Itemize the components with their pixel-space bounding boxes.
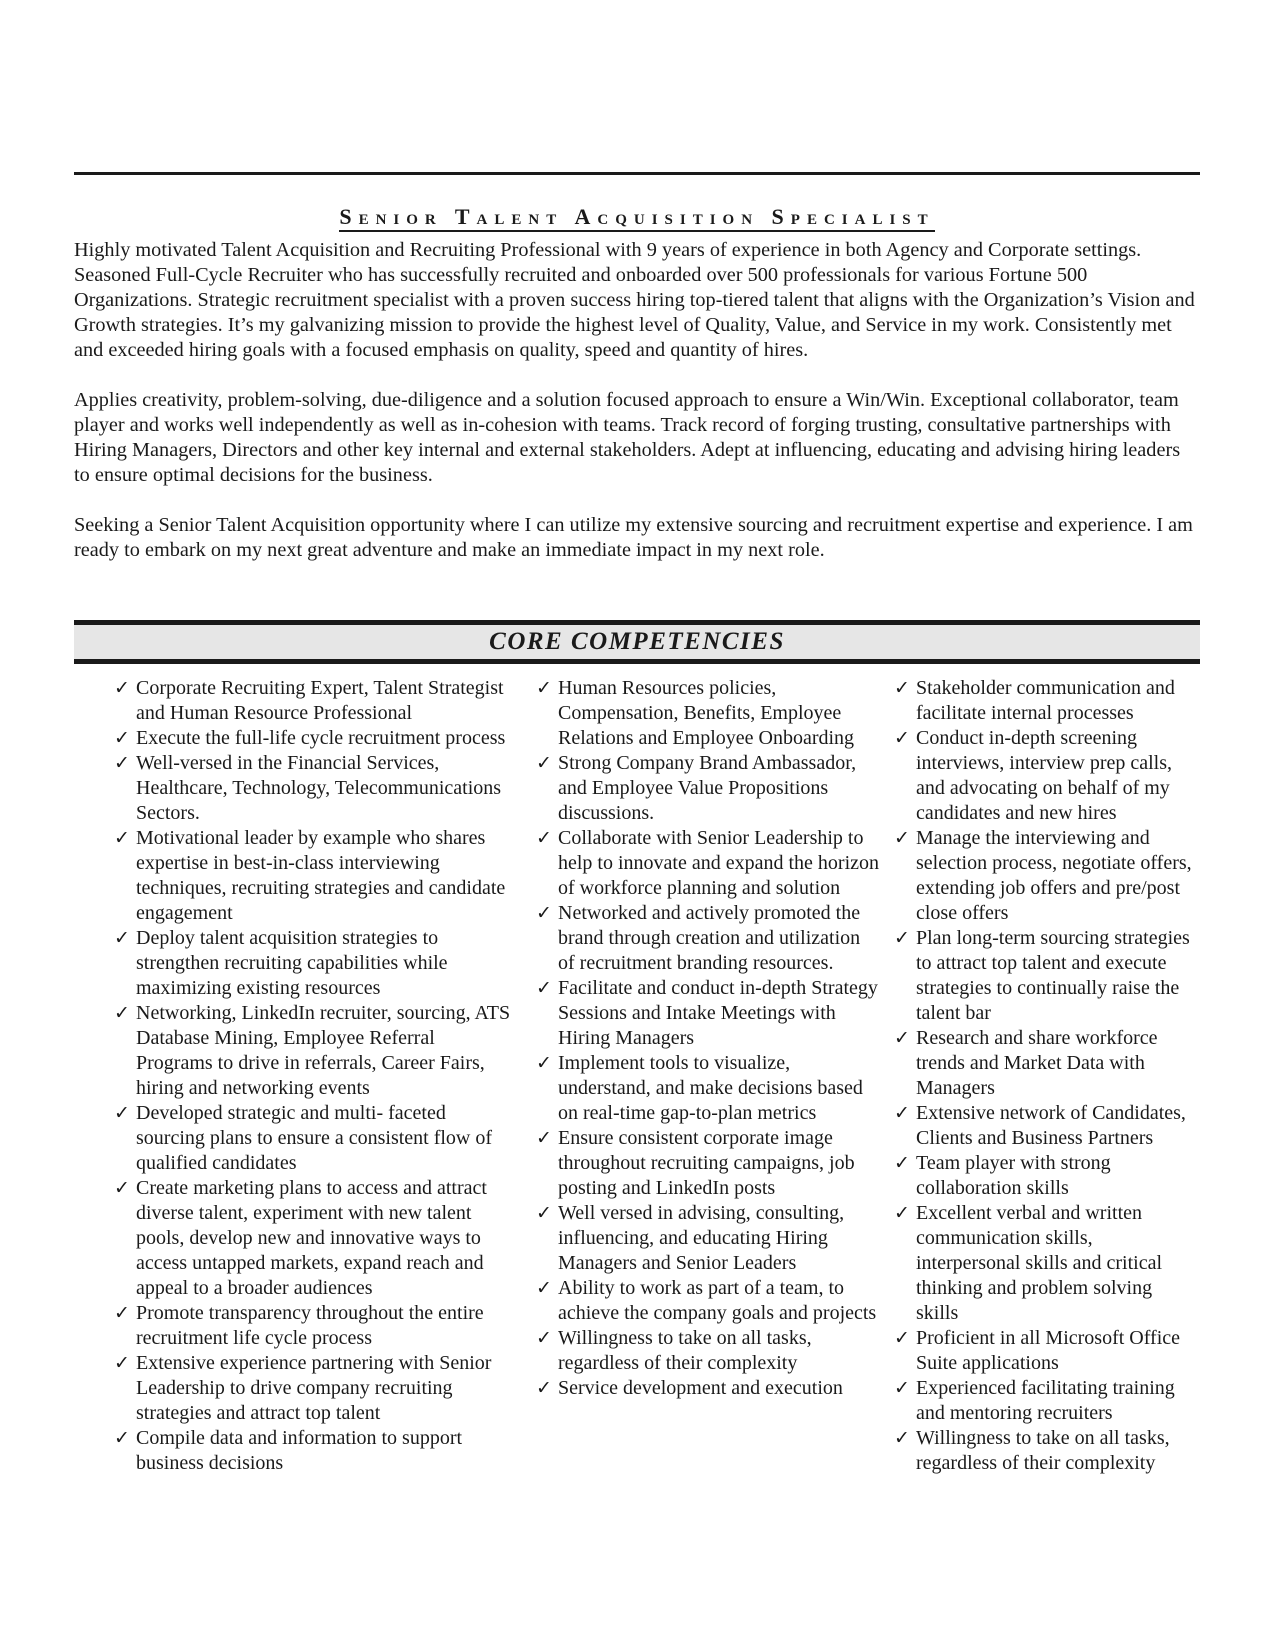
- checkmark-icon: ✓: [114, 1302, 130, 1324]
- checkmark-icon: ✓: [114, 927, 130, 949]
- competency-text: Stakeholder communication and facilitate internal processes: [916, 677, 1175, 724]
- checkmark-icon: ✓: [894, 1152, 910, 1174]
- competency-item: [114, 1001, 514, 1101]
- competency-item: [536, 1201, 881, 1276]
- competency-item: [536, 1376, 881, 1401]
- competency-text: Promote transparency throughout the entire recruitment life cycle process: [136, 1302, 484, 1349]
- competency-item: [894, 1326, 1194, 1376]
- summary-paragraph: Applies creativity, problem-solving, due-diligence and a solution focused approach to ensure a Win/Win. Exceptional collaborator, team player and works well independently as well as in-cohesion with teams. Track record of forging trusting, consultative partnerships with Hiring Managers, Directors and other key internal and external stakeholders. Adept at influencing, educating and advising hiring leaders to ensure optimal decisions for the business.: [74, 389, 1181, 486]
- competency-text: Conduct in-depth screening interviews, interview prep calls, and advocating on behalf of my candidates and new hires: [916, 727, 1173, 824]
- competency-item: [894, 1376, 1194, 1426]
- checkmark-icon: ✓: [114, 1002, 130, 1024]
- checkmark-icon: ✓: [114, 1352, 130, 1374]
- competency-text: Manage the interviewing and selection process, negotiate offers, extending job offers and pre/post close offers: [916, 827, 1192, 924]
- competency-text: Ensure consistent corporate image throughout recruiting campaigns, job posting and LinkedIn posts: [558, 1127, 855, 1199]
- competency-text: Create marketing plans to access and attract diverse talent, experiment with new talent pools, develop new and innovative ways to access untapped markets, expand reach and appeal to a broader audiences: [136, 1177, 487, 1299]
- competency-text: Corporate Recruiting Expert, Talent Strategist and Human Resource Professional: [136, 677, 504, 724]
- competency-item: [894, 926, 1194, 1026]
- summary-paragraph: Seeking a Senior Talent Acquisition opportunity where I can utilize my extensive sourcing and recruitment expertise and experience. I am ready to embark on my next great adventure and make an immediate impact in my next role.: [74, 514, 1193, 561]
- competency-text: Deploy talent acquisition strategies to strengthen recruiting capabilities while maximizing existing resources: [136, 927, 448, 999]
- competency-text: Ability to work as part of a team, to achieve the company goals and projects: [558, 1277, 877, 1324]
- checkmark-icon: ✓: [894, 1027, 910, 1049]
- competency-item: [536, 901, 881, 976]
- competencies-column-1: [114, 676, 514, 1476]
- competency-item: [894, 726, 1194, 826]
- competency-text: Excellent verbal and written communication skills, interpersonal skills and critical thinking and problem solving skills: [916, 1202, 1163, 1324]
- competency-item: [114, 1176, 514, 1301]
- competency-item: [894, 676, 1194, 726]
- checkmark-icon: ✓: [536, 1277, 552, 1299]
- checkmark-icon: ✓: [894, 1202, 910, 1224]
- checkmark-icon: ✓: [536, 977, 552, 999]
- competency-text: Compile data and information to support business decisions: [136, 1427, 463, 1474]
- checkmark-icon: ✓: [114, 827, 130, 849]
- competency-item: [114, 826, 514, 926]
- competency-text: Willingness to take on all tasks, regardless of their complexity: [916, 1427, 1170, 1474]
- competency-item: [536, 751, 881, 826]
- resume-page: [74, 0, 1200, 1630]
- checkmark-icon: ✓: [536, 1377, 552, 1399]
- checkmark-icon: ✓: [114, 677, 130, 699]
- checkmark-icon: ✓: [894, 1327, 910, 1349]
- checkmark-icon: ✓: [536, 677, 552, 699]
- competency-text: Plan long-term sourcing strategies to attract top talent and execute strategies to continually raise the talent bar: [916, 927, 1190, 1024]
- competency-text: Well versed in advising, consulting, influencing, and educating Hiring Managers and Senior Leaders: [558, 1202, 845, 1274]
- checkmark-icon: ✓: [536, 827, 552, 849]
- competency-item: [536, 1326, 881, 1376]
- checkmark-icon: ✓: [114, 1177, 130, 1199]
- competency-text: Strong Company Brand Ambassador, and Employee Value Propositions discussions.: [558, 752, 857, 824]
- competency-item: [894, 1151, 1194, 1201]
- checkmark-icon: ✓: [894, 1102, 910, 1124]
- checkmark-icon: ✓: [894, 927, 910, 949]
- competencies-heading-band: [74, 620, 1200, 664]
- resume-title: Senior Talent Acquisition Specialist: [339, 204, 934, 232]
- competency-text: Well-versed in the Financial Services, Healthcare, Technology, Telecommunications Sectors.: [136, 752, 502, 824]
- competency-text: Execute the full-life cycle recruitment process: [136, 727, 506, 749]
- competency-item: [114, 1351, 514, 1426]
- competency-text: Networking, LinkedIn recruiter, sourcing, ATS Database Mining, Employee Referral Programs to drive in referrals, Career Fairs, hiring and networking events: [136, 1002, 511, 1099]
- competency-text: Experienced facilitating training and mentoring recruiters: [916, 1377, 1175, 1424]
- header-divider: [74, 172, 1200, 175]
- checkmark-icon: ✓: [894, 1427, 910, 1449]
- checkmark-icon: ✓: [114, 1427, 130, 1449]
- competency-text: Research and share workforce trends and Market Data with Managers: [916, 1027, 1158, 1099]
- competency-list: [894, 676, 1194, 1476]
- checkmark-icon: ✓: [114, 727, 130, 749]
- checkmark-icon: ✓: [114, 752, 130, 774]
- competency-list: [536, 676, 881, 1401]
- checkmark-icon: ✓: [894, 727, 910, 749]
- competency-item: [114, 726, 514, 751]
- competency-text: Collaborate with Senior Leadership to help to innovate and expand the horizon of workforce planning and solution: [558, 827, 880, 899]
- competency-text: Networked and actively promoted the brand through creation and utilization of recruitment branding resources.: [558, 902, 861, 974]
- checkmark-icon: ✓: [536, 1202, 552, 1224]
- competency-item: [894, 1026, 1194, 1101]
- competency-text: Service development and execution: [558, 1377, 843, 1399]
- checkmark-icon: ✓: [894, 1377, 910, 1399]
- checkmark-icon: ✓: [114, 1102, 130, 1124]
- competency-text: Human Resources policies, Compensation, Benefits, Employee Relations and Employee Onboarding: [558, 677, 855, 749]
- competency-item: [536, 1126, 881, 1201]
- competency-text: Willingness to take on all tasks, regardless of their complexity: [558, 1327, 812, 1374]
- checkmark-icon: ✓: [894, 827, 910, 849]
- competency-item: [536, 1276, 881, 1326]
- competencies-heading: CORE COMPETENCIES: [489, 628, 785, 655]
- competency-text: Team player with strong collaboration skills: [916, 1152, 1111, 1199]
- competency-item: [536, 676, 881, 751]
- competency-item: [114, 1301, 514, 1351]
- competencies-column-2: [536, 676, 881, 1401]
- resume-title-block: [74, 204, 1200, 230]
- competencies-column-3: [894, 676, 1194, 1476]
- competency-text: Proficient in all Microsoft Office Suite applications: [916, 1327, 1181, 1374]
- competency-text: Motivational leader by example who shares expertise in best-in-class interviewing techniques, recruiting strategies and candidate engagement: [136, 827, 506, 924]
- competency-text: Extensive network of Candidates, Clients and Business Partners: [916, 1102, 1186, 1149]
- checkmark-icon: ✓: [536, 1327, 552, 1349]
- professional-summary: [74, 238, 1200, 588]
- competency-item: [114, 926, 514, 1001]
- competency-text: Developed strategic and multi- faceted sourcing plans to ensure a consistent flow of qualified candidates: [136, 1102, 493, 1174]
- competency-item: [894, 1201, 1194, 1326]
- checkmark-icon: ✓: [894, 677, 910, 699]
- checkmark-icon: ✓: [536, 902, 552, 924]
- competency-item: [894, 1101, 1194, 1151]
- checkmark-icon: ✓: [536, 1127, 552, 1149]
- competency-item: [114, 1101, 514, 1176]
- competency-item: [114, 676, 514, 726]
- competency-item: [536, 826, 881, 901]
- competency-item: [114, 751, 514, 826]
- competency-text: Facilitate and conduct in-depth Strategy Sessions and Intake Meetings with Hiring Managers: [558, 977, 878, 1049]
- competency-list: [114, 676, 514, 1476]
- checkmark-icon: ✓: [536, 1052, 552, 1074]
- competency-item: [536, 1051, 881, 1126]
- competency-item: [894, 826, 1194, 926]
- competency-item: [894, 1426, 1194, 1476]
- competency-text: Implement tools to visualize, understand, and make decisions based on real-time gap-to-plan metrics: [558, 1052, 863, 1124]
- summary-paragraph: Highly motivated Talent Acquisition and Recruiting Professional with 9 years of experience in both Agency and Corporate settings. Seasoned Full-Cycle Recruiter who has successfully recruited and onboarded over 500 professionals for various Fortune 500 Organizations. Strategic recruitment specialist with a proven success hiring top-tiered talent that aligns with the Organization’s Vision and Growth strategies. It’s my galvanizing mission to provide the highest level of Quality, Value, and Service in my work. Consistently met and exceeded hiring goals with a focused emphasis on quality, speed and quantity of hires.: [74, 239, 1195, 361]
- checkmark-icon: ✓: [536, 752, 552, 774]
- competency-item: [114, 1426, 514, 1476]
- competency-item: [536, 976, 881, 1051]
- competency-text: Extensive experience partnering with Senior Leadership to drive company recruiting strategies and attract top talent: [136, 1352, 492, 1424]
